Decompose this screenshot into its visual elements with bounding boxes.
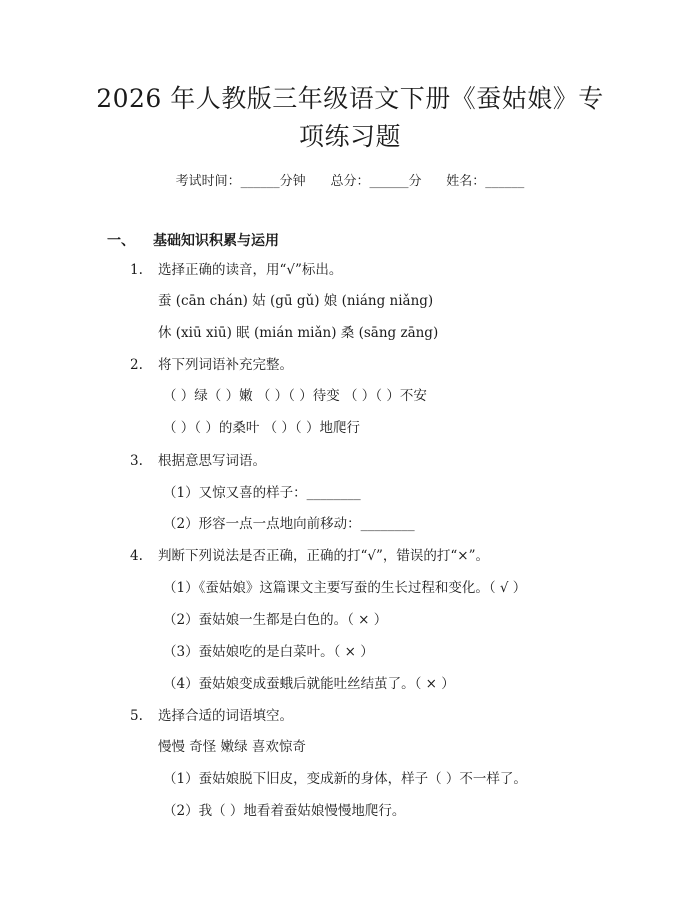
question-line: （ ）绿（ ）嫩 （ ）（ ）待变 （ ）（ ）不安: [163, 388, 427, 404]
question-number: 3.: [130, 453, 143, 469]
question-line: （1）又惊又喜的样子：________: [163, 485, 361, 501]
question-text: 判断下列说法是否正确，正确的打“√”，错误的打“×”。: [158, 548, 490, 564]
question-line: （1）《蚕姑娘》这篇课文主要写蚕的生长过程和变化。（ √ ）: [163, 580, 527, 596]
section-heading: [107, 230, 279, 250]
document-title-line-1: 2026 年人教版三年级语文下册《蚕姑娘》专: [96, 84, 604, 113]
question-line: （4）蚕姑娘变成蚕蛾后就能吐丝结茧了。（ × ）: [163, 676, 455, 692]
question-line: 休 (xiū xiū) 眠 (mián miǎn) 桑 (sāng zāng): [158, 325, 439, 341]
question-line: （ ）（ ）的桑叶 （ ）（ ）地爬行: [163, 420, 360, 436]
question-line: （2）蚕姑娘一生都是白色的。（ × ）: [163, 612, 388, 628]
question-number: 4.: [130, 548, 143, 564]
question-number: 1.: [130, 262, 143, 278]
document-title-line-2: 项练习题: [298, 122, 401, 151]
question-number: 5.: [130, 708, 143, 724]
student-name-field: 姓名：______: [446, 174, 525, 189]
question-number: 2.: [130, 357, 143, 373]
section-title: 基础知识积累与运用: [153, 233, 279, 249]
question-line: （2）形容一点一点地向前移动：________: [163, 516, 415, 532]
question-text: 选择合适的词语填空。: [158, 708, 293, 724]
exam-info-row: [0, 170, 700, 189]
question-text: 将下列词语补充完整。: [158, 357, 293, 373]
total-score-field: 总分：______分: [330, 174, 422, 189]
exam-time-field: 考试时间：______分钟: [175, 174, 306, 189]
question-line: （2）我（ ）地看着蚕姑娘慢慢地爬行。: [163, 803, 406, 819]
section-number: 一、: [107, 233, 135, 249]
question-line: 蚕 (cān chán) 姑 (gū gǔ) 娘 (niáng niǎng): [158, 293, 434, 309]
word-bank: 慢慢 奇怪 嫩绿 喜欢惊奇: [158, 739, 306, 755]
question-text: 根据意思写词语。: [158, 453, 266, 469]
question-text: 选择正确的读音，用“√”标出。: [158, 262, 343, 278]
question-line: （3）蚕姑娘吃的是白菜叶。（ × ）: [163, 644, 374, 660]
question-line: （1）蚕姑娘脱下旧皮，变成新的身体，样子（ ）不一样了。: [163, 771, 527, 787]
